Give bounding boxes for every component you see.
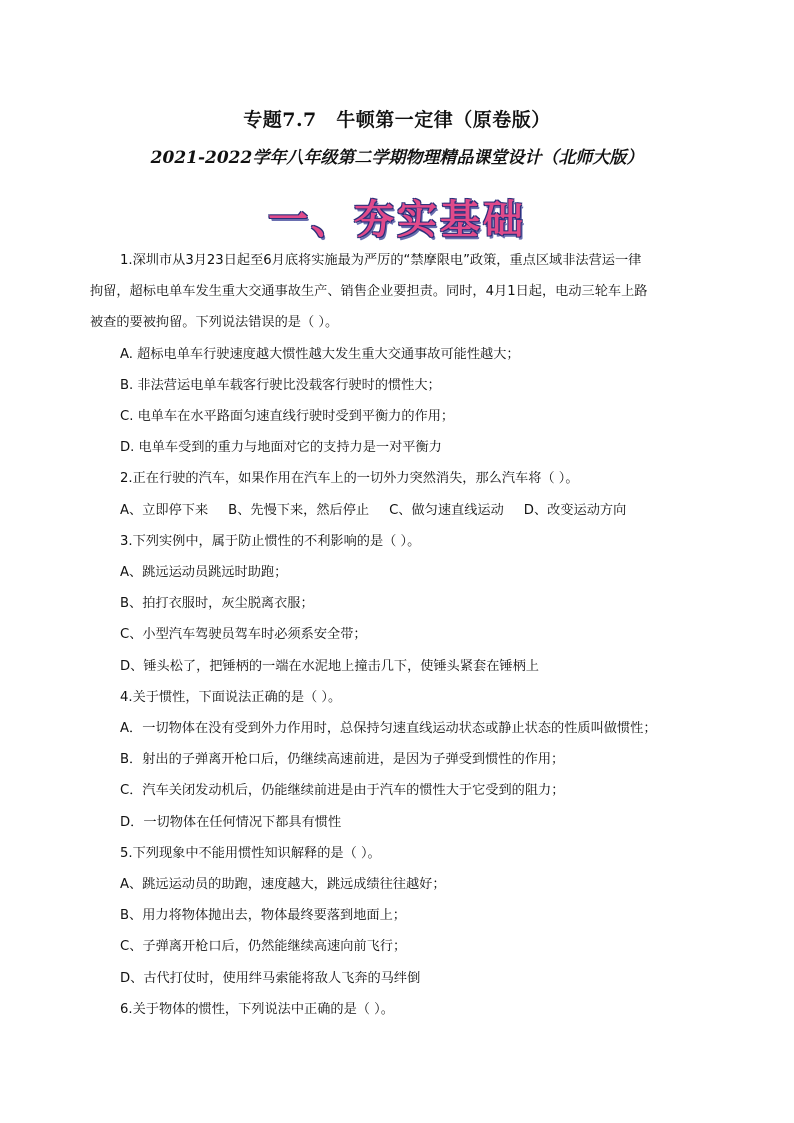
option-b: B、拍打衣服时，灰尘脱离衣服；: [120, 596, 314, 612]
question-6: [120, 994, 695, 1025]
option-d: D、改变运动方向: [523, 502, 627, 518]
option-b: B. 非法营运电单车载客行驶比没载客行驶时的惯性大；: [120, 377, 441, 393]
question-stem-line: 1.深圳市从3月23日起至6月底将实施最为严厉的“禁摩限电”政策，重点区域非法营运一律: [120, 253, 642, 268]
option-a: A、跳远运动员的助跑，速度越大，跳远成绩往往越好；: [120, 877, 446, 893]
option-c: C．汽车关闭发动机后，仍能继续前进是由于汽车的惯性大于它受到的阻力；: [120, 783, 565, 799]
question-5: [120, 838, 695, 994]
option-a: A．一切物体在没有受到外力作用时，总保持匀速直线运动状态或静止状态的性质叫做惯性；: [120, 721, 657, 737]
option-d: D．一切物体在任何情况下都具有惯性: [120, 814, 342, 830]
section-heading: 一、夯实基础: [268, 197, 526, 243]
question-stem: 2.正在行驶的汽车，如果作用在汽车上的一切外力突然消失，那么汽车将（ ）。: [120, 471, 579, 487]
option-c: C、做匀速直线运动: [389, 502, 504, 518]
question-stem-line: 拘留，超标电单车发生重大交通事故生产、销售企业要担责。同时，4月1日起，电动三轮车上路: [90, 284, 648, 300]
option-d: D. 电单车受到的重力与地面对它的支持力是一对平衡力: [120, 440, 442, 456]
question-3: [120, 526, 695, 682]
question-list: [90, 245, 695, 1025]
option-b: B、用力将物体抛出去，物体最终要落到地面上；: [120, 908, 406, 924]
option-d: D、锤头松了，把锤柄的一端在水泥地上撞击几下，使锤头紧套在锤柄上: [120, 658, 539, 674]
question-1: [90, 245, 695, 463]
document-title: 专题7.7 牛顿第一定律（原卷版）: [243, 109, 551, 131]
question-stem: 4.关于惯性，下面说法正确的是（ ）。: [120, 689, 342, 705]
option-row: [120, 495, 695, 526]
question-2: [120, 463, 695, 525]
option-b: B．射出的子弹离开枪口后，仍继续高速前进，是因为子弹受到惯性的作用；: [120, 752, 565, 768]
question-stem: 5.下列现象中不能用惯性知识解释的是（ ）。: [120, 845, 381, 861]
option-d: D、古代打仗时，使用绊马索能将敌人飞奔的马绊倒: [120, 970, 421, 986]
option-c: C、子弹离开枪口后，仍然能继续高速向前飞行；: [120, 939, 407, 955]
option-b: B、先慢下来，然后停止: [228, 502, 370, 518]
question-4: [120, 682, 695, 838]
option-a: A. 超标电单车行驶速度越大惯性越大发生重大交通事故可能性越大；: [120, 346, 520, 362]
question-stem: 6.关于物体的惯性，下列说法中正确的是（ ）。: [120, 1001, 394, 1017]
option-c: C、小型汽车驾驶员驾车时必须系安全带；: [120, 627, 367, 643]
option-a: A、立即停下来: [120, 502, 209, 518]
question-stem: 3.下列实例中，属于防止惯性的不利影响的是（ ）。: [120, 533, 421, 549]
document-subtitle: 2021-2022学年八年级第二学期物理精品课堂设计（北师大版）: [150, 148, 644, 168]
option-a: A、跳远运动员跳远时助跑；: [120, 565, 288, 581]
question-stem-line: 被查的要被拘留。下列说法错误的是（ ）。: [90, 315, 339, 331]
option-c: C. 电单车在水平路面匀速直线行驶时受到平衡力的作用；: [120, 409, 455, 425]
